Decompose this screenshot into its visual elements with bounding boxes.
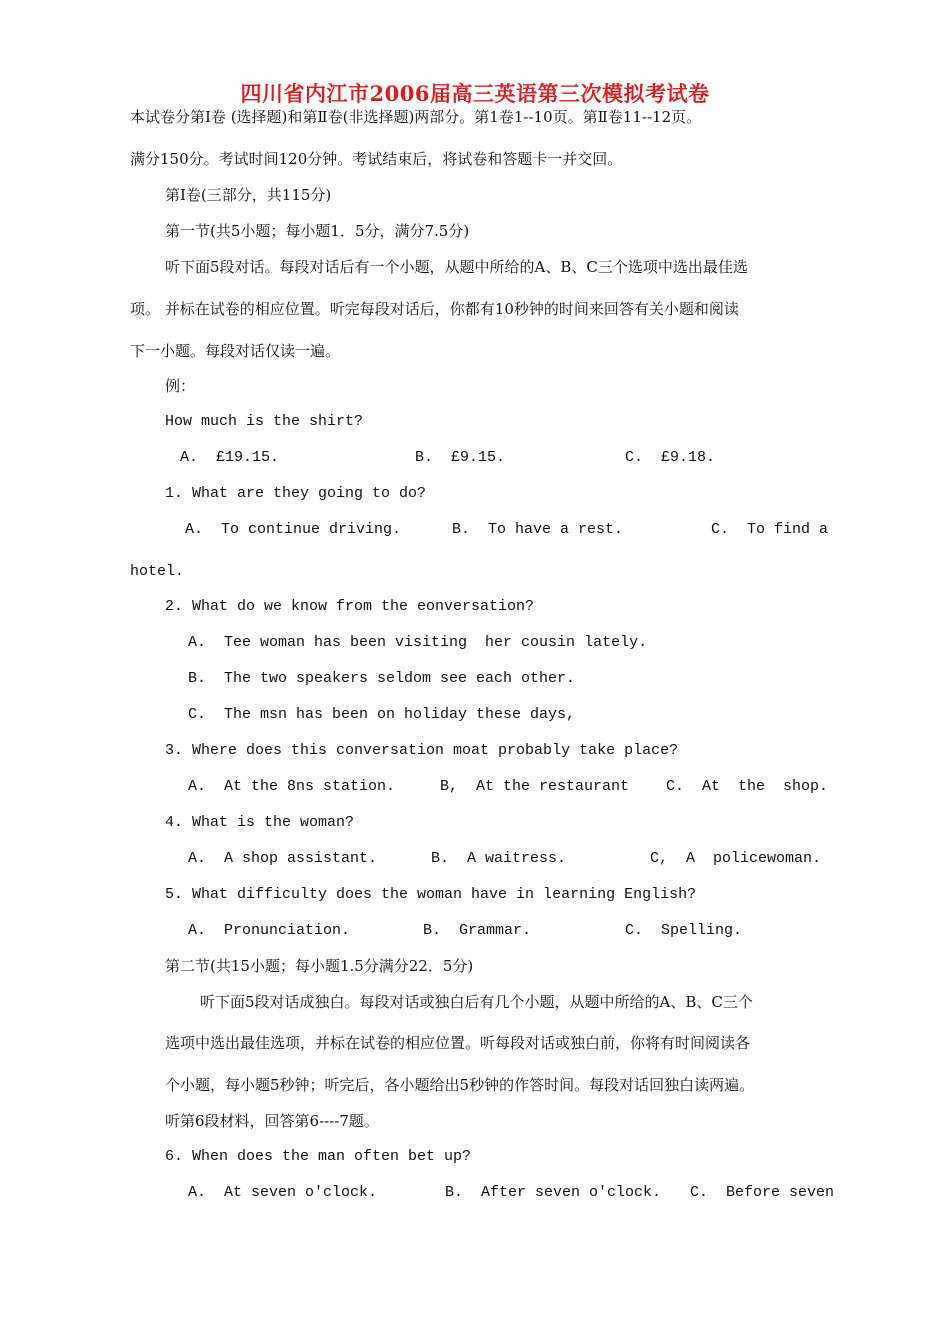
section2-heading: 第二节(共15小题；每小题1.5分满分22．5分): [165, 957, 474, 975]
question-6-option-b: B. After seven o'clock.: [445, 1184, 662, 1201]
question-2: 2. What do we know from the eonversation?: [165, 598, 535, 615]
question-5: 5. What difficulty does the woman have in learning English?: [165, 886, 697, 903]
section2-instruction-4: 听第6段材料，回答第6----7题。: [165, 1112, 379, 1130]
question-4-option-a: A. A shop assistant.: [188, 850, 378, 867]
question-4-option-c: C, A policewoman.: [650, 850, 822, 867]
exam-title: 四川省内江市2006届高三英语第三次模拟考试卷: [240, 81, 710, 106]
section1-instruction-1: 听下面5段对话。每段对话后有一个小题，从题中所给的A、B、C三个选项中选出最佳选: [165, 258, 748, 276]
section1-instruction-3: 下一小题。每段对话仅读一遍。: [130, 342, 341, 360]
intro-line-1: 本试卷分第Ⅰ卷 (选择题)和第Ⅱ卷(非选择题)两部分。第1卷1--10页。第Ⅱ卷11--12页。: [130, 108, 702, 126]
question-5-option-c: C. Spelling.: [625, 922, 743, 939]
question-1: 1. What are they going to do?: [165, 485, 427, 502]
example-option-c: C. £9.18.: [625, 449, 716, 466]
example-label: 例：: [165, 377, 196, 395]
question-2-option-b: B. The two speakers seldom see each other.: [188, 670, 576, 687]
section1-heading: 第一节(共5小题；每小题1．5分，满分7.5分): [165, 222, 470, 240]
question-1-option-b: B. To have a rest.: [452, 521, 624, 538]
question-5-option-b: B. Grammar.: [423, 922, 532, 939]
section2-instruction-3: 个小题，每小题5秒钟；听完后，各小题给出5秒钟的作答时间。每段对话回独白读两遍。: [165, 1076, 755, 1094]
question-1-option-c: C. To find a: [711, 521, 829, 538]
question-6-option-c: C. Before seven: [690, 1184, 835, 1201]
example-question: How much is the shirt?: [165, 413, 364, 430]
question-2-option-c: C. The msn has been on holiday these days,: [188, 706, 576, 723]
section2-instruction-1: 听下面5段对话成独白。每段对话或独白后有几个小题，从题中所给的A、B、C三个: [200, 993, 753, 1011]
section2-instruction-2: 选项中选出最佳选项，并标在试卷的相应位置。听每段对话或独白前，你将有时间阅读各: [165, 1034, 751, 1052]
question-1-option-c-continued: hotel.: [130, 563, 185, 580]
example-option-b: B. £9.15.: [415, 449, 506, 466]
question-4: 4. What is the woman?: [165, 814, 355, 831]
question-2-option-a: A. Tee woman has been visiting her cousin lately.: [188, 634, 648, 651]
question-3: 3. Where does this conversation moat probably take place?: [165, 742, 679, 759]
question-3-option-a: A. At the 8ns station.: [188, 778, 396, 795]
question-4-option-b: B. A waitress.: [431, 850, 567, 867]
question-3-option-b: B, At the restaurant: [440, 778, 630, 795]
question-5-option-a: A. Pronunciation.: [188, 922, 351, 939]
question-1-option-a: A. To continue driving.: [185, 521, 402, 538]
question-6: 6. When does the man often bet up?: [165, 1148, 472, 1165]
section1-instruction-2: 项。 并标在试卷的相应位置。听完每段对话后，你都有10秒钟的时间来回答有关小题和阅读: [130, 300, 739, 318]
intro-line-2: 满分150分。考试时间120分钟。考试结束后，将试卷和答题卡一并交回。: [130, 150, 623, 168]
example-option-a: A. £19.15.: [180, 449, 280, 466]
question-3-option-c: C. At the shop.: [666, 778, 829, 795]
part1-heading: 第Ⅰ卷(三部分，共115分): [165, 186, 332, 204]
question-6-option-a: A. At seven o'clock.: [188, 1184, 378, 1201]
